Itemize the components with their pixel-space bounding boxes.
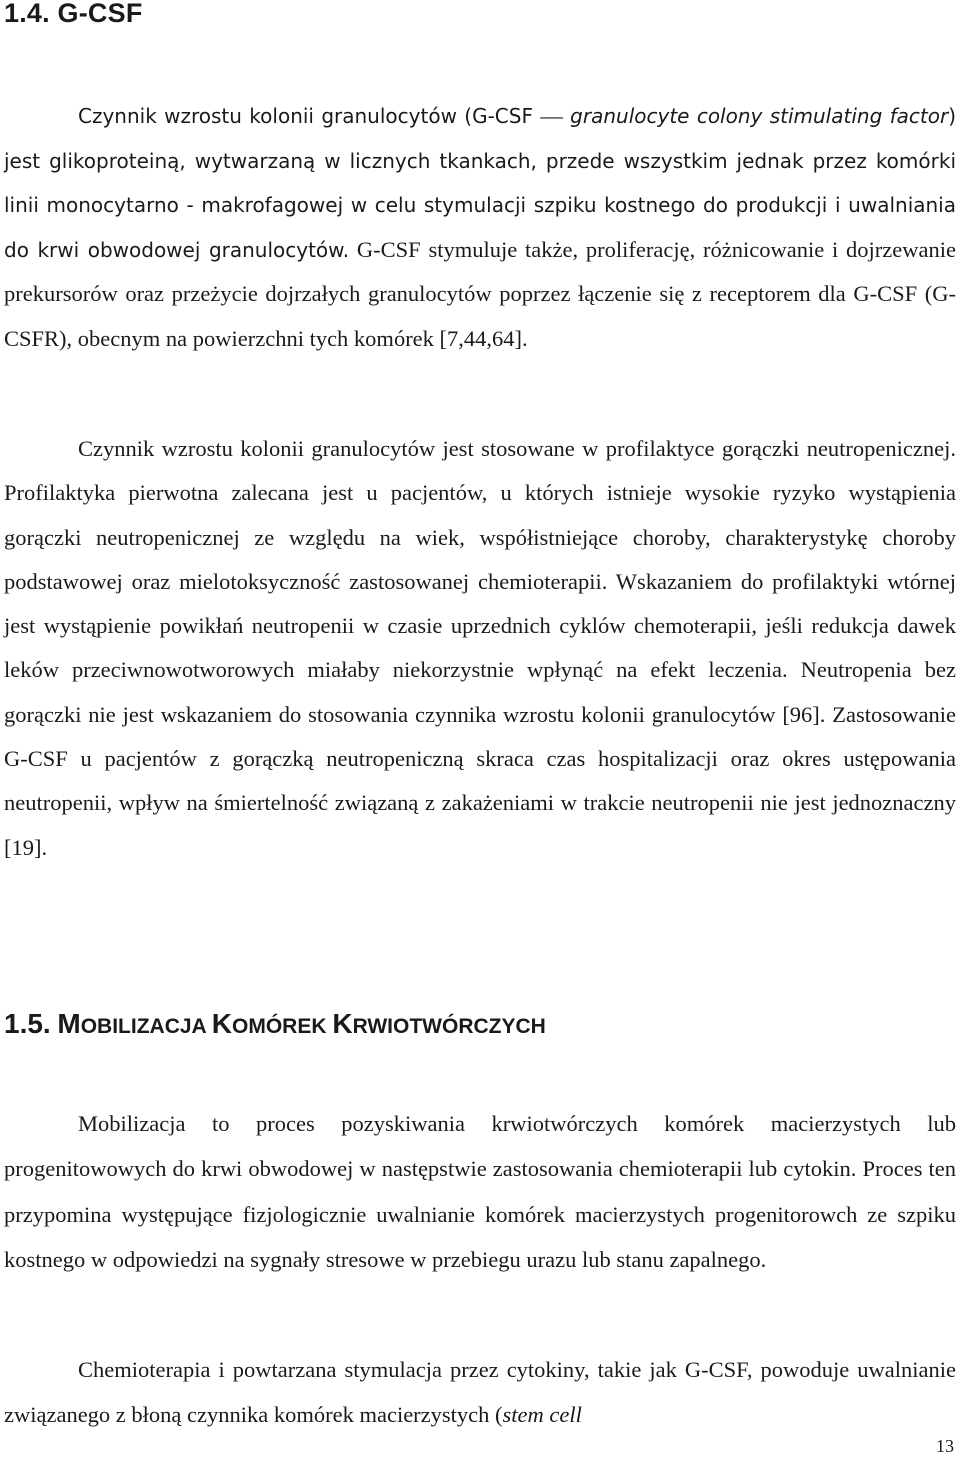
text-run: G-CSF stymuluje także, proliferację, różnicowanie i dojrzewanie prekursorów oraz przeżycie dojrzałych granulocytów poprzez łączenie się z receptorem dla G-CSF (G-CSFR), obecnym na powierzchni tych komórek [7,44,64]. <box>4 236 956 351</box>
heading-word-rest: OBILIZACJA <box>80 1015 212 1038</box>
paragraph-prophylaxis <box>4 427 956 870</box>
section-heading-mobilization <box>4 1008 546 1040</box>
heading-letter: M <box>57 1008 81 1039</box>
text-run: Czynnik wzrostu kolonii granulocytów jest stosowane w profilaktyce gorączki neutropenicznej. Profilaktyka pierwotna zalecana jest u pacjentów, u których istnieje wysokie ryzyko wystąpienia gorączki neutropenicznej ze względu na wiek, współistniejące choroby, charakterystykę choroby podstawowej oraz mielotoksyczność zastosowanej chemioterapii. Wskazaniem do profilaktyki wtórnej jest wystąpienie powikłań neutropenii w czasie uprzednich cyklów chemoterapii, jeśli redukcja dawek leków przeciwnowotworowych miałaby niekorzystnie wpłynąć na efekt leczenia. Neutropenia bez gorączki nie jest wskazaniem do stosowania czynnika wzrostu kolonii granulocytów [96]. Zastosowanie G-CSF u pacjentów z gorączką neutropeniczną skraca czas hospitalizacji oraz okres ustępowania neutropenii, wpływ na śmiertelność związaną z zakażeniami w trakcie neutropenii nie jest jednoznaczny [19]. <box>4 436 956 860</box>
text-run: ) jest glikoproteiną, wytwarzaną w licznych tkankach, przede wszystkim jednak przez komórki linii monocytarno - makrofagowej w celu stymulacji szpiku kostnego do produkcji i uwalniania do krwi obwodowej granulocytów. <box>4 104 957 262</box>
text-run: Czynnik wzrostu kolonii granulocytów (G-CSF <box>78 104 541 128</box>
section-number: 1.5. <box>4 1008 51 1039</box>
text-run: Mobilizacja to proces pozyskiwania krwiotwórczych komórek macierzystych lub progenitowowych do krwi obwodowej w następstwie zastosowania chemioterapii lub cytokin. Proces ten przypomina występujące fizjologicznie uwalnianie komórek macierzystych progenitorowch ze szpiku kostnego w odpowiedzi na sygnały stresowe w przebiegu urazu lub stanu zapalnego. <box>4 1111 956 1272</box>
section-heading-g-csf: 1.4. G-CSF <box>4 0 143 28</box>
paragraph-g-csf-definition <box>4 94 956 362</box>
heading-letter: K <box>332 1008 353 1039</box>
latin-term: stem cell <box>502 1402 582 1427</box>
text-run: Chemioterapia i powtarzana stymulacja przez cytokiny, takie jak G-CSF, powoduje uwalnianie związanego z błoną czynnika komórek macierzystych ( <box>4 1357 956 1427</box>
heading-word-rest: OMÓREK <box>232 1015 333 1038</box>
paragraph-mobilization-definition <box>4 1101 956 1282</box>
latin-term: granulocyte colony stimulating factor <box>570 104 949 128</box>
page-number: 13 <box>936 1436 954 1456</box>
heading-letter: K <box>211 1008 232 1039</box>
em-dash: — <box>540 103 563 128</box>
paragraph-chemotherapy <box>4 1347 956 1437</box>
heading-word-rest: RWIOTWÓRCZYCH <box>352 1015 546 1038</box>
